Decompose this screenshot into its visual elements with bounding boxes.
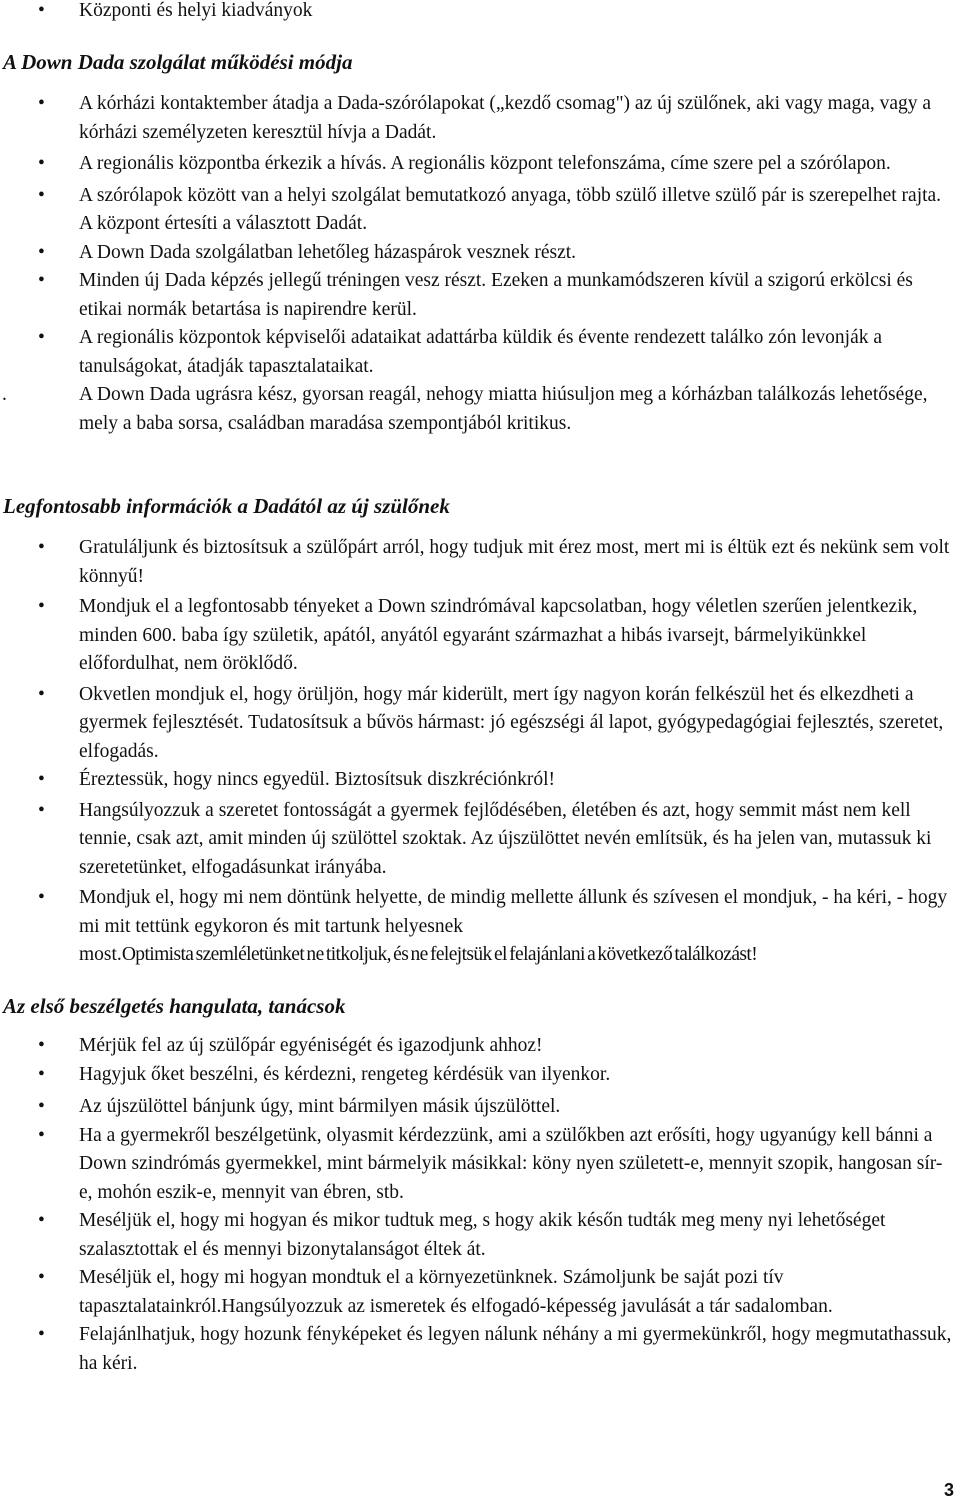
bullet-icon: • — [38, 799, 45, 821]
bullet-icon: • — [38, 1063, 45, 1085]
bullet-icon: • — [38, 0, 45, 21]
list-item: • Meséljük el, hogy mi hogyan mondtuk el a környezetünknek. Számoljunk be saját pozi tív tapasztalatainkról.Hangsúlyozzuk az ismeretek és elfogadó-képesség javulását a tár sadalomban. — [0, 1264, 960, 1321]
list-item: • Az újszülöttel bánjunk úgy, mint bármilyen másik újszülöttel. — [0, 1093, 960, 1122]
list-item: • A szórólapok között van a helyi szolgálat bemutatkozó anyaga, több szülő illetve szülő pár is szerepelhet rajta. A központ értesíti a választott Dadát. — [0, 182, 960, 239]
list-item: • Hangsúlyozzuk a szeretet fontosságát a gyermek fejlődésében, életében és azt, hogy semmit mást nem kell tennie, csak azt, amit minden új szülöttel szoktak. Az újszülöttet nevén említsük, és ha jelen van, mutassuk ki szeretetünket, elfogadásunkat irányába. — [0, 797, 960, 883]
section2-list — [0, 534, 960, 970]
list-item: • Meséljük el, hogy mi hogyan és mikor tudtuk meg, s hogy akik későn tudták meg meny nyi lehetőséget szalasztottak el és mennyi bizonytalanságot éltek át. — [0, 1207, 960, 1264]
section-heading-2: Legfontosabb információk a Dadától az új szülőnek — [3, 494, 450, 518]
bullet-icon: • — [38, 596, 45, 617]
list-item: • A regionális központba érkezik a hívás. A regionális központ telefonszáma, címe szere pel a szórólapon. — [0, 150, 960, 179]
list-item: . A Down Dada ugrásra kész, gyorsan reagál, nehogy miatta hiúsuljon meg a kórházban találkozás lehetősége, mely a baba sorsa, családban maradása szempontjából kritikus. — [0, 381, 960, 438]
list-item: • Okvetlen mondjuk el, hogy örüljön, hogy már kiderült, mert így nagyon korán felkészül het és elkezdheti a gyermek fejlesztését. Tudatosítsuk a bűvös hármast: jó egészségi ál lapot, gyógypedagógiai fejlesztés, szeretet, elfogadás. — [0, 681, 960, 767]
bullet-icon: • — [38, 887, 45, 908]
list-item: • A Down Dada szolgálatban lehetőleg házaspárok vesznek részt. — [0, 239, 960, 268]
list-item: • Mérjük fel az új szülőpár egyéniségét és igazodjunk ahhoz! — [0, 1032, 960, 1061]
bullet-icon: • — [38, 93, 45, 114]
bullet-icon: • — [38, 537, 45, 558]
bullet-icon: • — [38, 683, 45, 705]
bullet-icon: • — [38, 1267, 45, 1288]
list-item: • Mondjuk el, hogy mi nem döntünk helyette, de mindig mellette állunk és szívesen el mondjuk, - ha kéri, - hogy mi mit tettünk egykoron és mit tartunk helyesnek most.Optimista szemléletünket ne titkoljuk, és ne felejtsük el felajánlani a következő találkozást! — [0, 884, 960, 970]
section3-list — [0, 1032, 960, 1378]
bullet-icon: • — [38, 769, 45, 790]
bullet-icon: • — [38, 1035, 45, 1056]
section-heading-1: A Down Dada szolgálat működési módja — [3, 50, 353, 74]
bullet-icon: • — [38, 184, 45, 206]
list-item: • Mondjuk el a legfontosabb tényeket a Down szindrómával kapcsolatban, hogy véletlen szerűen jelentkezik, minden 600. baba így születik, apától, anyától egyaránt származhat a hibás ivarsejt, bármelyikünkkel előfordulhat, nem öröklődő. — [0, 593, 960, 679]
page-number: 3 — [943, 1480, 954, 1500]
bullet-icon: • — [38, 1324, 45, 1345]
list-item: • A regionális központok képviselői adataikat adattárba küldik és évente rendezett találko zón levonják a tanulságokat, átadják tapasztalataikat. — [0, 324, 960, 381]
list-item: • Ha a gyermekről beszélgetünk, olyasmit kérdezzünk, ami a szülőkben azt erősíti, hogy ugyanúgy kell bánni a Down szindrómás gyermekkel, mint bármelyik másikkal: köny nyen született-e, mennyit szopik, hangosan sír-e, mohón eszik-e, mennyit van ébren, stb. — [0, 1122, 960, 1208]
section0-list — [0, 0, 960, 26]
bullet-icon: • — [38, 1124, 45, 1146]
list-item: • Éreztessük, hogy nincs egyedül. Biztosítsuk diszkréciónkról! — [0, 766, 960, 795]
section-heading-3: Az első beszélgetés hangulata, tanácsok — [3, 994, 346, 1018]
bullet-icon: • — [38, 270, 45, 291]
list-item: • A kórházi kontaktember átadja a Dada-szórólapokat („kezdő csomag") az új szülőnek, aki vagy maga, vagy a kórházi személyzeten keresztül hívja a Dadát. — [0, 90, 960, 147]
list-item: • Hagyjuk őket beszélni, és kérdezni, rengeteg kérdésük van ilyenkor. — [0, 1061, 960, 1090]
bullet-icon: • — [38, 153, 45, 174]
section1-list — [0, 90, 960, 438]
dot-marker: . — [2, 384, 7, 405]
list-item: • Minden új Dada képzés jellegű tréningen vesz részt. Ezeken a munkamódszeren kívül a szigorú erkölcsi és etikai normák betartása is napirendre kerül. — [0, 267, 960, 324]
bullet-icon: • — [38, 1096, 45, 1117]
bullet-icon: • — [38, 1210, 45, 1231]
list-item: • Gratuláljunk és biztosítsuk a szülőpárt arról, hogy tudjuk mit érez most, mert mi is éltük ezt és nekünk sem volt könnyű! — [0, 534, 960, 591]
bullet-icon: • — [38, 327, 45, 348]
bullet-icon: • — [38, 241, 45, 263]
list-item: • Felajánlhatjuk, hogy hozunk fényképeket és legyen nálunk néhány a mi gyermekünkről, hogy megmutathassuk, ha kéri. — [0, 1321, 960, 1378]
list-item: • Központi és helyi kiadványok — [0, 0, 960, 26]
